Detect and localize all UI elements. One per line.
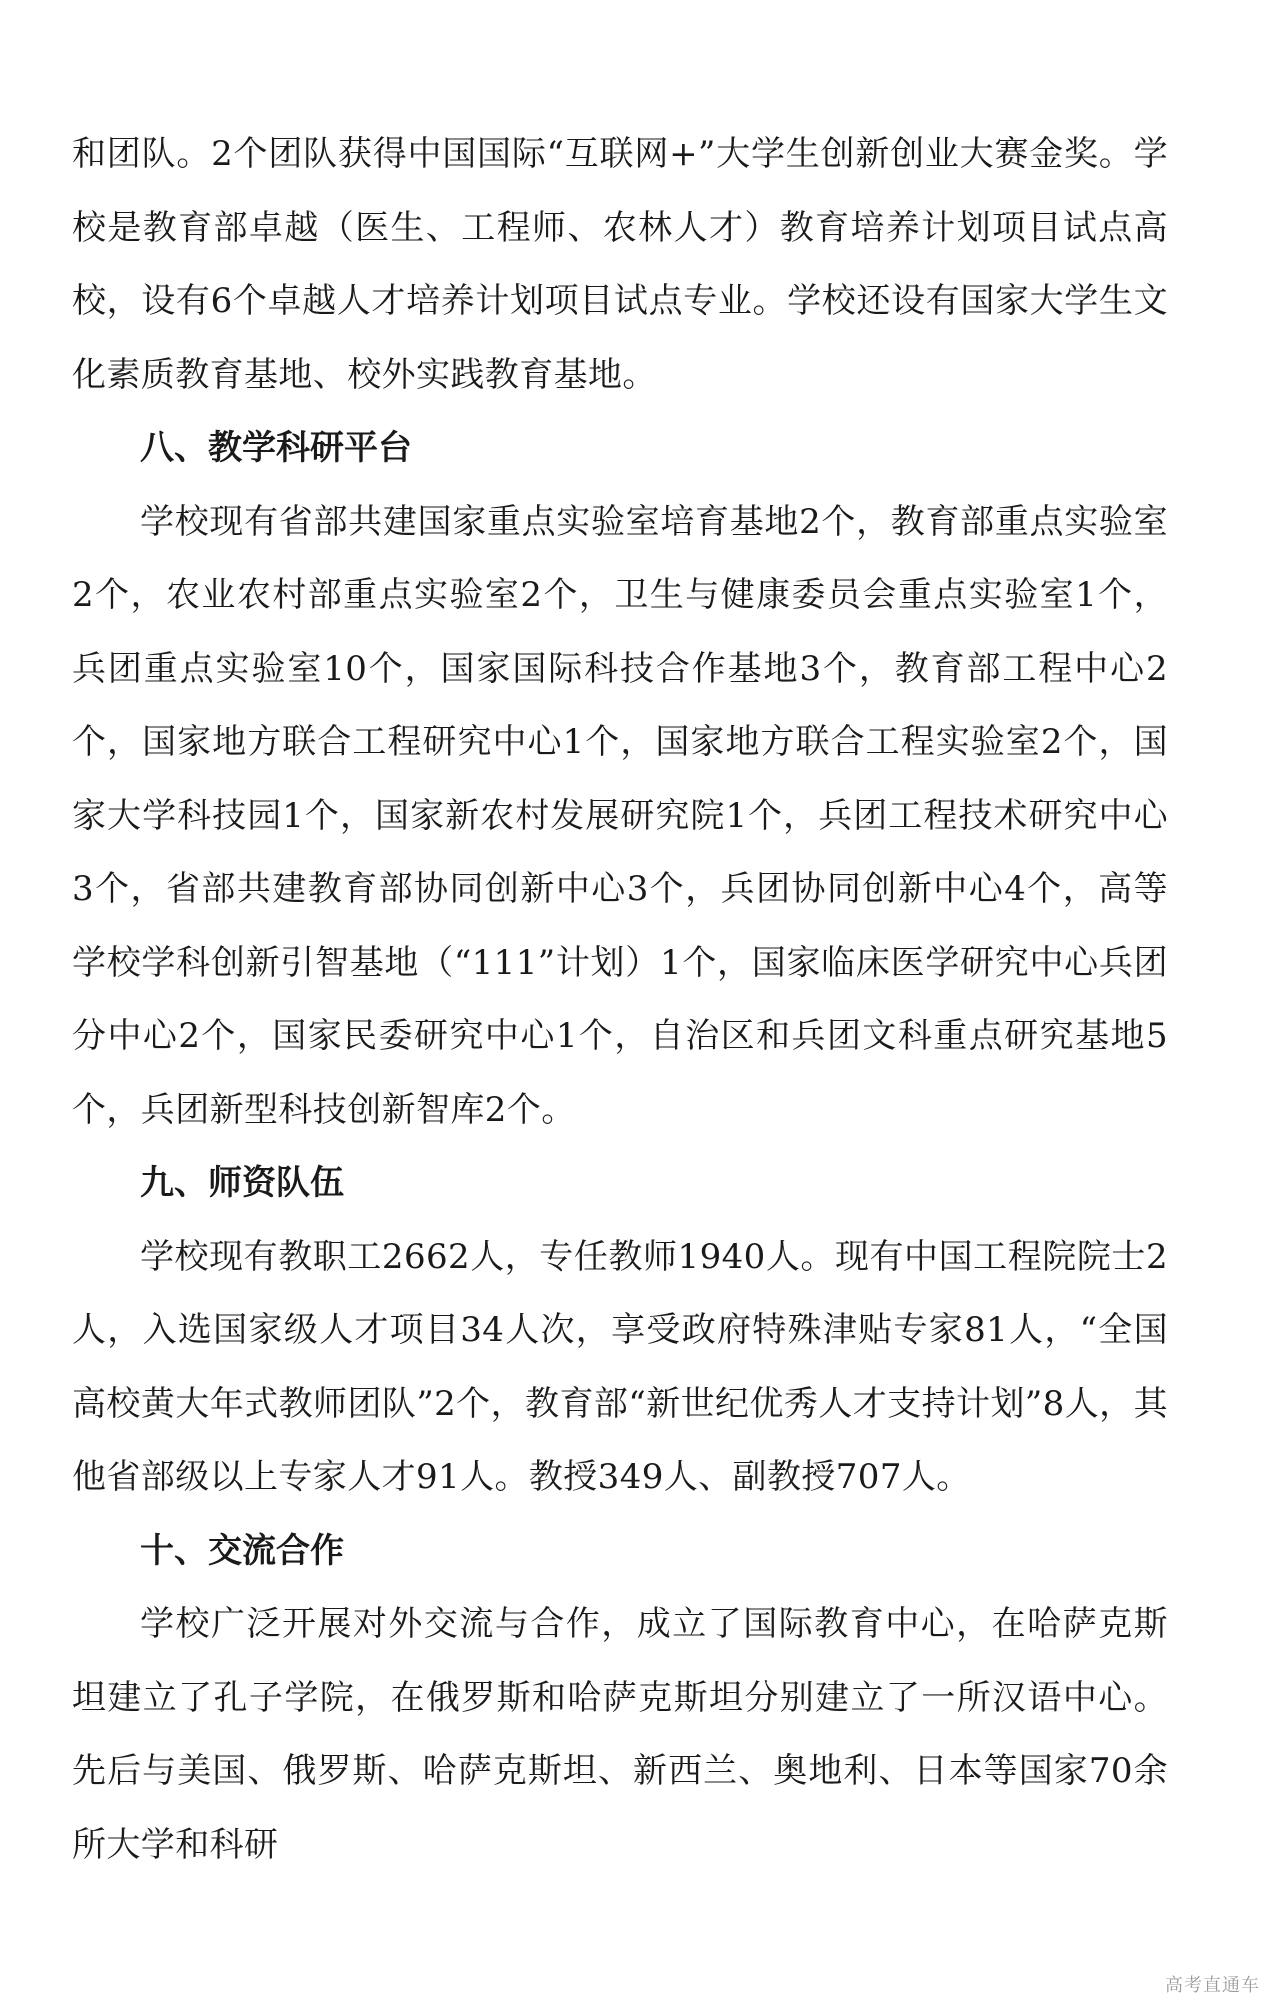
paragraph-platforms: 学校现有省部共建国家重点实验室培育基地2个，教育部重点实验室2个，农业农村部重点实验室2个，卫生与健康委员会重点实验室1个，兵团重点实验室10个，国家国际科技合作基地3个，教育部工程中心2个，国家地方联合工程研究中心1个，国家地方联合工程实验室2个，国家大学科技园1个，国家新农村发展研究院1个，兵团工程技术研究中心3个，省部共建教育部协同创新中心3个，兵团协同创新中心4个，高等学校学科创新引智基地（“111”计划）1个，国家临床医学研究中心兵团分中心2个，国家民委研究中心1个，自治区和兵团文科重点研究基地5个，兵团新型科技创新智库2个。 xyxy=(72,501,1168,1130)
paragraph-exchange: 学校广泛开展对外交流与合作，成立了国际教育中心，在哈萨克斯坦建立了孔子学院，在俄罗斯和哈萨克斯坦分别建立了一所汉语中心。先后与美国、俄罗斯、哈萨克斯坦、新西兰、奥地利、日本等国家70余所大学和科研 xyxy=(72,1604,1168,1865)
section-heading-faculty: 九、师资队伍 xyxy=(140,1163,344,1203)
paragraph-teams: 和团队。2个团队获得中国国际“互联网+”大学生创新创业大赛金奖。学校是教育部卓越（医生、工程师、农林人才）教育培养计划项目试点高校，设有6个卓越人才培养计划项目试点专业。学校还设有国家大学生文化素质教育基地、校外实践教育基地。 xyxy=(72,134,1168,395)
section-heading-platforms: 八、教学科研平台 xyxy=(140,428,412,468)
document-page xyxy=(72,118,1168,1882)
watermark: 高考直通车 xyxy=(1165,1975,1260,1996)
paragraph-faculty: 学校现有教职工2662人，专任教师1940人。现有中国工程院院士2人，入选国家级人才项目34人次，享受政府特殊津贴专家81人，“全国高校黄大年式教师团队”2个，教育部“新世纪优秀人才支持计划”8人，其他省部级以上专家人才91人。教授349人、副教授707人。 xyxy=(72,1236,1168,1497)
section-heading-exchange: 十、交流合作 xyxy=(140,1530,344,1571)
